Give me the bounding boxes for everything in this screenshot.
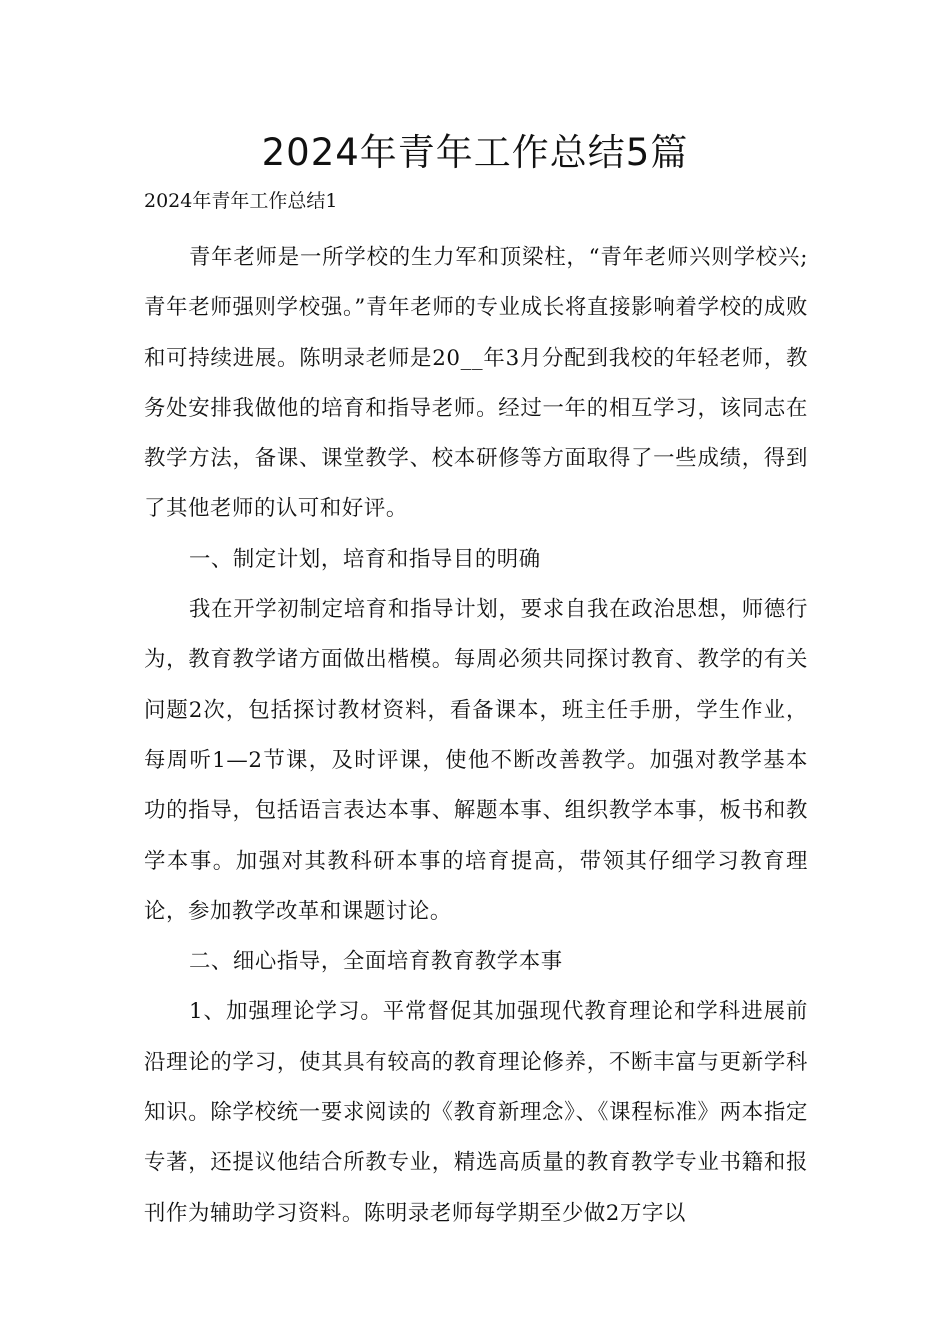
paragraph-plan: 我在开学初制定培育和指导计划，要求自我在政治思想，师德行为，教育教学诸方面做出楷模。每周必须共同探讨教育、教学的有关问题2次，包括探讨教材资料，看备课本，班主任手册，学生作业，每周听1—2节课，及时评课，使他不断改善教学。加强对教学基本功的指导，包括语言表达本事、解题本事、组织教学本事，板书和教学本事。加强对其教科研本事的培育提高，带领其仔细学习教育理论，参加教学改革和课题讨论。 [144, 597, 808, 924]
section-heading-1: 一、制定计划，培育和指导目的明确 [188, 546, 541, 572]
paragraph-intro: 青年老师是一所学校的生力军和顶梁柱，“青年老师兴则学校兴;青年老师强则学校强。”青年老师的专业成长将直接影响着学校的成败和可持续进展。陈明录老师是20__年3月分配到我校的年轻老师，教务处安排我做他的培育和指导老师。经过一年的相互学习，该同志在教学方法，备课、课堂教学、校本研修等方面取得了一些成绩，得到了其他老师的认可和好评。 [144, 245, 808, 522]
section-heading-2: 二、细心指导，全面培育教育教学本事 [188, 949, 563, 975]
paragraph-theory-study: 1、加强理论学习。平常督促其加强现代教育理论和学科进展前沿理论的学习，使其具有较高的教育理论修养，不断丰富与更新学科知识。除学校统一要求阅读的《教育新理念》、《课程标准》两本指定专著，还提议他结合所教专业，精选高质量的教育教学专业书籍和报刊作为辅助学习资料。陈明录老师每学期至少做2万字以 [144, 999, 808, 1226]
section-subtitle: 2024年青年工作总结1 [144, 190, 338, 212]
document-title: 2024年青年工作总结5篇 [261, 131, 689, 174]
document-body [144, 233, 808, 1239]
